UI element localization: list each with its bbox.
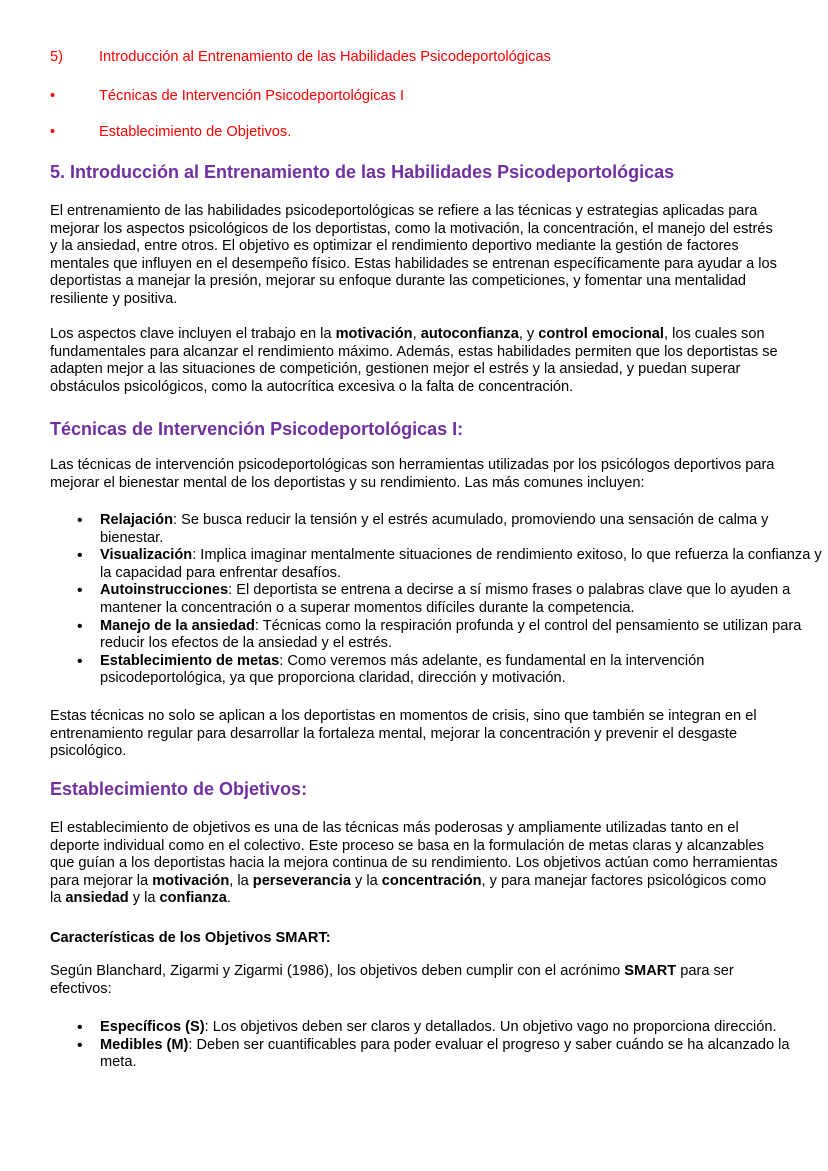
bold-term: SMART (624, 963, 677, 979)
text-run: , y para manejar factores psicológicos como la (50, 872, 767, 907)
text-run: para ser efectivos: (50, 963, 734, 997)
list-item (100, 618, 828, 653)
bold-term: control emocional (538, 326, 664, 342)
bullet-list (50, 512, 828, 688)
list-item (100, 1019, 828, 1037)
list-item (100, 582, 828, 617)
toc-text: Introducción al Entrenamiento de las Habilidades Psicodeportológicas (99, 49, 551, 65)
list-item (100, 512, 828, 547)
toc-text: Técnicas de Intervención Psicodeportológicas I (99, 88, 405, 104)
bold-term: motivación (152, 872, 230, 889)
text-run: : Deben ser cuantificables para poder evaluar el progreso y saber cuándo se ha alcanzado la meta. (100, 1036, 790, 1071)
bold-term: Visualización (100, 547, 193, 564)
bold-term: autoconfianza (420, 326, 519, 342)
text-run: El entrenamiento de las habilidades psicodeportológicas se refiere a las técnicas y estrategias aplicadas para mejorar los aspectos psicológicos de los deportistas, como la motivación, la concentración, el manejo del estrés y la ansiedad, entre otros. El objetivo es optimizar el rendimiento deportivo mediante la gestión de factores mentales que influyen en el desempeño físico. Estas habilidades se entrenan específicamente para ayudar a los deportistas a manejar la presión, mejorar su enfoque durante las competiciones, y fomentar una mentalidad resiliente y positiva. (50, 203, 777, 307)
text-run: , la (229, 872, 253, 889)
text-run: : Se busca reducir la tensión y el estrés acumulado, promoviendo una sensación de calma y bienestar. (100, 512, 769, 546)
bold-term: Establecimiento de metas (100, 652, 280, 669)
paragraph (50, 326, 778, 396)
toc-item (50, 88, 778, 106)
bold-term: Medibles (M) (100, 1036, 189, 1053)
bullet-list (50, 1019, 828, 1072)
text-run: y la (128, 890, 160, 907)
text-run: : El deportista se entrena a decirse a sí mismo frases o palabras clave que lo ayuden a mantener la concentración o a superar momentos difíciles durante la competencia. (100, 582, 791, 616)
bold-term: Autoinstrucciones (100, 582, 229, 599)
text-run: Según Blanchard, Zigarmi y Zigarmi (1986), los objetivos deben cumplir con el acrónimo (50, 963, 625, 979)
bold-term: Manejo de la ansiedad (100, 617, 255, 634)
subheading: Características de los Objetivos SMART: (50, 930, 331, 946)
list-item (100, 653, 828, 688)
text-run: , (412, 326, 421, 342)
text-run: , los cuales son fundamentales para alcanzar el rendimiento máximo. Además, estas habilidades permiten que los deportistas se adapten mejor a las situaciones de competición, gestionen mejor el estrés y la ansiedad, y puedan superar obstáculos psicológicos, como la autocrítica excesiva o la falta de concentración. (50, 326, 778, 395)
section-heading: Establecimiento de Objetivos: (50, 779, 308, 799)
text-run: Estas técnicas no solo se aplican a los deportistas en momentos de crisis, sino que también se integran en el entrenamiento regular para desarrollar la fortaleza mental, mejorar la concentración y prevenir el desgaste psicológico. (50, 708, 757, 760)
text-run: : Técnicas como la respiración profunda y el control del pensamiento se utilizan para reducir los efectos de la ansiedad y el estrés. (100, 617, 802, 652)
text-run: y la (350, 872, 382, 889)
paragraph (50, 457, 778, 492)
toc-text: Establecimiento de Objetivos. (99, 124, 292, 140)
toc-marker: 5) (50, 49, 63, 65)
bold-term: perseverancia (252, 872, 351, 889)
bold-term: Específicos (S) (100, 1019, 205, 1035)
bold-term: motivación (335, 326, 413, 342)
text-run: Los aspectos clave incluyen el trabajo en la (50, 326, 336, 342)
text-run: , y (518, 326, 539, 342)
paragraph (50, 963, 778, 998)
text-run: Las técnicas de intervención psicodeportológicas son herramientas utilizadas por los psicólogos deportivos para mejorar el bienestar mental de los deportistas y su rendimiento. Las más comunes incluyen: (50, 457, 775, 491)
section-heading: Técnicas de Intervención Psicodeportológicas I: (50, 419, 464, 439)
paragraph (50, 708, 778, 761)
bold-term: ansiedad (65, 890, 129, 907)
list-item (100, 1037, 828, 1072)
toc-marker: • (50, 124, 56, 140)
text-run: . (226, 890, 231, 907)
section-heading: 5. Introducción al Entrenamiento de las Habilidades Psicodeportológicas (50, 162, 675, 182)
text-run: El establecimiento de objetivos es una de las técnicas más poderosas y ampliamente utilizadas tanto en el deporte individual como en el colectivo. Este proceso se basa en la formulación de metas claras y alcanzables que guían a los deportistas hacia la mejora continua de su rendimiento. Los objetivos actúan como herramientas para mejorar la (50, 820, 778, 889)
list-item (100, 547, 828, 582)
paragraph (50, 820, 778, 908)
text-run: : Como veremos más adelante, es fundamental en la intervención psicodeportológica, ya que proporciona claridad, dirección y motivación. (100, 652, 705, 687)
toc-marker: • (50, 88, 56, 104)
bold-term: concentración (381, 872, 482, 889)
text-run: : Implica imaginar mentalmente situaciones de rendimiento exitoso, lo que refuerza la confianza y la capacidad para enfrentar desafíos. (100, 547, 822, 581)
toc-item (50, 124, 778, 142)
toc-item (50, 49, 778, 67)
bold-term: confianza (159, 890, 227, 907)
text-run: : Los objetivos deben ser claros y detallados. Un objetivo vago no proporciona dirección. (204, 1019, 777, 1035)
paragraph (50, 203, 778, 309)
bold-term: Relajación (100, 512, 173, 528)
